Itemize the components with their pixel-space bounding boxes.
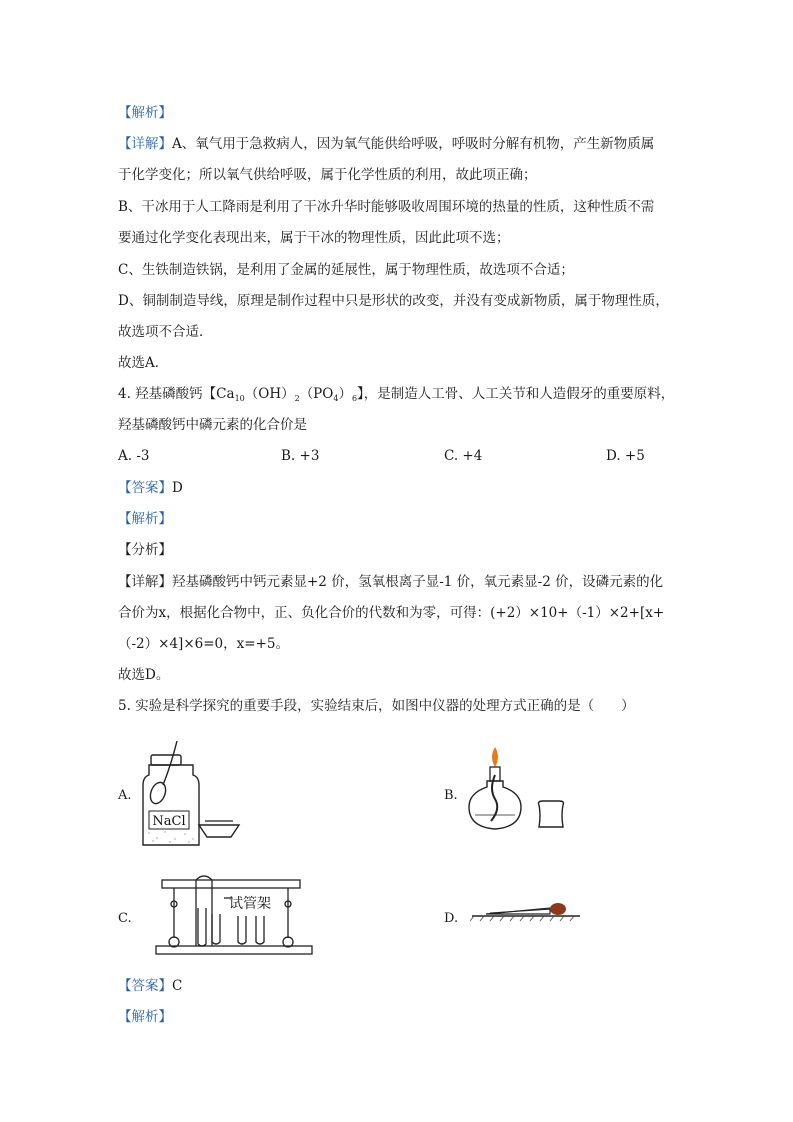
analysis-tag: 【解析】: [118, 105, 172, 121]
q4-option-a: A. -3: [118, 448, 150, 464]
q5-stem: 5. 实验是科学探究的重要手段，实验结束后，如图中仪器的处理方式正确的是（ ）: [118, 698, 635, 714]
detail-tag: 【详解】: [118, 574, 172, 590]
q3-detail-line-7: 故选项不合适．: [118, 324, 213, 340]
q4-fenxi-tag: 【分析】: [118, 542, 172, 558]
q4-detail-line-2: 合价为x，根据化合物中，正、负化合价的代数和为零，可得：(+2）×10+（-1）×2+[x+: [118, 605, 665, 621]
q5-label-c: C.: [118, 911, 132, 926]
answer-tag: 【答案】: [118, 480, 172, 496]
q3-detail-line-5: C、生铁制造铁锅，是利用了金属的延展性，属于物理性质，故选项不合适；: [118, 262, 574, 278]
nacl-label: NaCl: [152, 814, 186, 829]
q4-analysis-tag: 【解析】: [118, 511, 172, 527]
q5-answer: 【答案】C: [118, 978, 183, 994]
q4-stem-line-1: 4. 羟基磷酸钙【$Ca_{10}(OH)_2(PO_4)_6$】，是制造人工骨、人工关节和人造假牙的重要原料，: [118, 386, 675, 403]
q5-label-b: B.: [444, 788, 458, 803]
brush-icon: [550, 903, 566, 915]
q3-detail-line-3: B、干冰用于人工降雨是利用了干冰升华时能够吸收周围环境的热量的性质，这种性质不需: [118, 199, 655, 215]
q4-detail-line-3: （-2）×4]×6=0，x=+5。: [118, 636, 289, 652]
q4-choice: 故选D。: [118, 667, 170, 683]
q4-option-c: C. +4: [444, 448, 483, 464]
alcohol-lamp-figure: [465, 745, 575, 835]
q3-detail-line-6: D、铜制制造导线，原理是制作过程中只是形状的改变，并没有变成新物质，属于物理性质，: [118, 293, 669, 309]
q4-option-b: B. +3: [281, 448, 320, 464]
q3-detail-line-1: 【详解】A、氧气用于急救病人，因为氧气能供给呼吸，呼吸时分解有机物，产生新物质属: [118, 136, 655, 152]
q3-detail-line-2: 于化学变化；所以氧气供给呼吸，属于化学性质的利用，故此项正确；: [118, 167, 537, 183]
test-tube-on-table-figure: [470, 895, 585, 925]
rack-label: 试管架: [229, 896, 271, 912]
q5-analysis-tag: 【解析】: [118, 1009, 172, 1025]
q4-option-d: D. +5: [606, 448, 645, 464]
detail-tag: 【详解】: [118, 136, 172, 152]
q5-label-a: A.: [118, 788, 132, 803]
reagent-bottle-spoon-figure: [135, 735, 250, 850]
test-tube-rack-figure: [152, 868, 317, 958]
q5-label-d: D.: [444, 911, 459, 926]
q4-detail-line-1: 【详解】羟基磷酸钙中钙元素显+2 价，氢氧根离子显-1 价，氧元素显-2 价，设磷元素的化: [118, 574, 664, 590]
q4-answer: 【答案】D: [118, 480, 183, 496]
q3-detail-line-4: 要通过化学变化表现出来，属于干冰的物理性质，因此此项不选；: [118, 230, 510, 246]
answer-tag: 【答案】: [118, 978, 172, 994]
q3-choice: 故选A．: [118, 355, 169, 371]
flame-icon: [492, 747, 498, 767]
q4-stem-line-2: 羟基磷酸钙中磷元素的化合价是: [118, 417, 307, 433]
